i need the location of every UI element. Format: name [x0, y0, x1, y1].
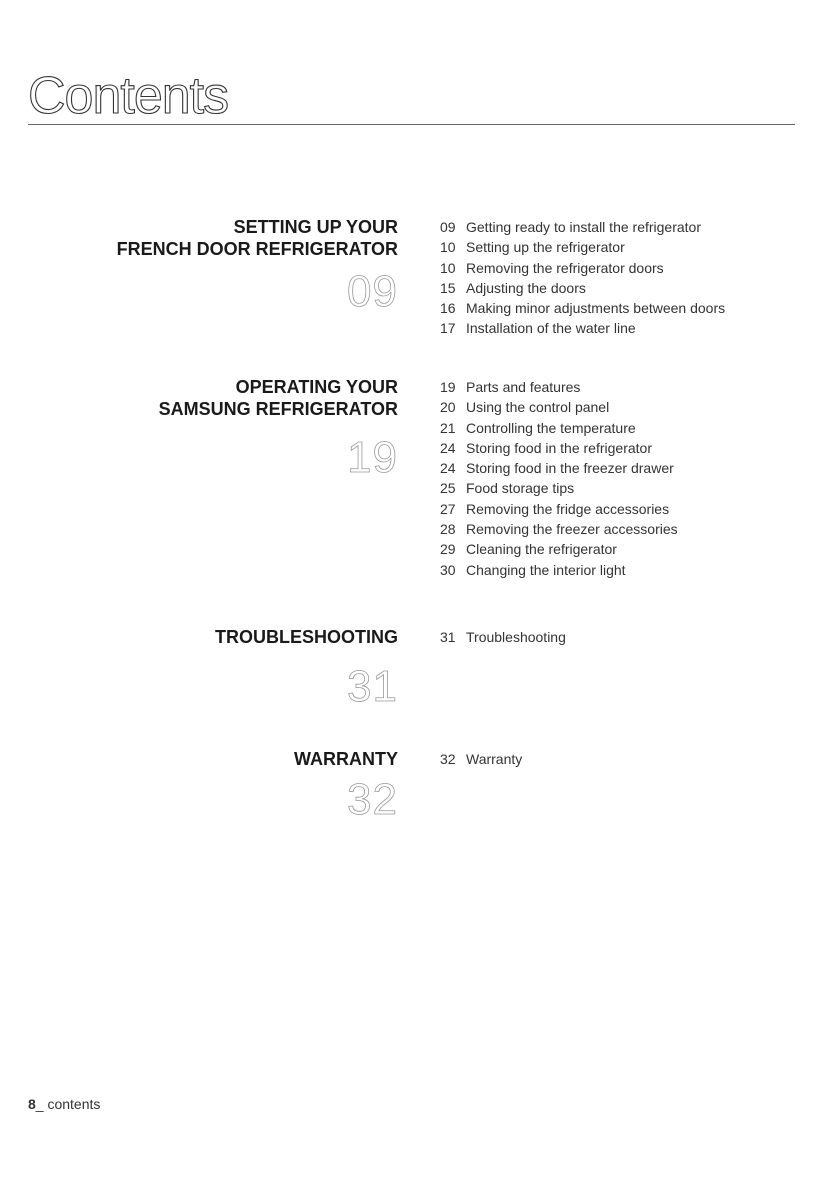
toc-entry[interactable] — [440, 438, 678, 458]
entry-page-number: 15 — [440, 279, 456, 296]
toc-entry[interactable] — [440, 258, 725, 278]
section-heading-line: SAMSUNG REFRIGERATOR — [158, 399, 398, 419]
entry-page-number: 16 — [440, 300, 456, 317]
toc-entry[interactable] — [440, 749, 522, 769]
section-heading — [294, 748, 398, 770]
toc-entry[interactable] — [440, 458, 678, 478]
entry-title: Changing the interior light — [466, 561, 626, 578]
footer-page-number: 8 — [28, 1096, 36, 1112]
toc-entry[interactable] — [440, 627, 566, 647]
toc-entry[interactable] — [440, 217, 725, 237]
entry-page-number: 25 — [440, 480, 456, 497]
toc-entry[interactable] — [440, 478, 678, 498]
section-number: 19 — [347, 433, 398, 482]
section-heading-line: SETTING UP YOUR — [233, 217, 398, 237]
entry-page-number: 24 — [440, 439, 456, 456]
toc-entry[interactable] — [440, 397, 678, 417]
entry-page-number: 10 — [440, 259, 456, 276]
entry-title: Removing the freezer accessories — [466, 521, 678, 538]
entry-title: Warranty — [466, 751, 523, 767]
section-heading — [117, 216, 398, 260]
entry-title: Parts and features — [466, 379, 581, 395]
toc-entry[interactable] — [440, 318, 725, 338]
entry-page-number: 27 — [440, 500, 456, 517]
entry-list — [440, 627, 566, 647]
page-title: Contents — [28, 67, 229, 125]
entry-page-number: 32 — [440, 751, 456, 767]
entry-list — [440, 217, 725, 339]
entry-page-number: 10 — [440, 239, 456, 256]
entry-title: Installation of the water line — [466, 320, 636, 337]
section-operating — [0, 376, 839, 596]
toc-entry[interactable] — [440, 377, 678, 397]
toc-entry[interactable] — [440, 278, 725, 298]
entry-page-number: 21 — [440, 419, 456, 436]
entry-title: Removing the refrigerator doors — [466, 259, 664, 276]
section-heading-line: WARRANTY — [294, 749, 398, 769]
entry-title: Troubleshooting — [466, 629, 566, 645]
entry-title: Storing food in the refrigerator — [466, 439, 652, 456]
section-warranty — [0, 748, 839, 848]
section-heading-line: FRENCH DOOR REFRIGERATOR — [116, 239, 398, 259]
entry-title: Storing food in the freezer drawer — [466, 460, 674, 477]
entry-title: Making minor adjustments between doors — [466, 300, 726, 317]
toc-entry[interactable] — [440, 560, 678, 580]
toc-entry[interactable] — [440, 499, 678, 519]
toc-entry[interactable] — [440, 418, 678, 438]
page-footer — [28, 1096, 100, 1112]
entry-title: Adjusting the doors — [466, 279, 586, 296]
section-setting-up — [0, 216, 839, 366]
section-number: 31 — [347, 662, 398, 711]
entry-title: Getting ready to install the refrigerator — [466, 219, 702, 235]
section-number: 09 — [347, 267, 398, 316]
toc-entry[interactable] — [440, 519, 678, 539]
footer-label: _ contents — [35, 1096, 101, 1112]
entry-page-number: 31 — [440, 629, 456, 645]
entry-page-number: 19 — [440, 379, 456, 395]
entry-page-number: 20 — [440, 399, 456, 416]
entry-page-number: 09 — [440, 219, 456, 235]
section-heading — [159, 376, 398, 420]
entry-title: Using the control panel — [466, 399, 610, 416]
entry-page-number: 24 — [440, 460, 456, 477]
entry-page-number: 29 — [440, 541, 456, 558]
entry-page-number: 17 — [440, 320, 456, 337]
entry-title: Food storage tips — [466, 480, 575, 497]
section-heading — [215, 626, 398, 648]
title-divider — [28, 124, 795, 125]
section-heading-line: OPERATING YOUR — [235, 377, 398, 397]
entry-title: Cleaning the refrigerator — [466, 541, 617, 558]
toc-entry[interactable] — [440, 237, 725, 257]
entry-page-number: 30 — [440, 561, 456, 578]
entry-title: Setting up the refrigerator — [466, 239, 625, 256]
section-heading-line: TROUBLESHOOTING — [215, 627, 398, 647]
toc-entry[interactable] — [440, 298, 725, 318]
section-number: 32 — [347, 775, 398, 824]
entry-title: Controlling the temperature — [466, 419, 636, 436]
toc-entry[interactable] — [440, 539, 678, 559]
entry-list — [440, 749, 522, 769]
entry-title: Removing the fridge accessories — [466, 500, 670, 517]
entry-page-number: 28 — [440, 521, 456, 538]
section-troubleshooting — [0, 626, 839, 726]
entry-list — [440, 377, 678, 580]
